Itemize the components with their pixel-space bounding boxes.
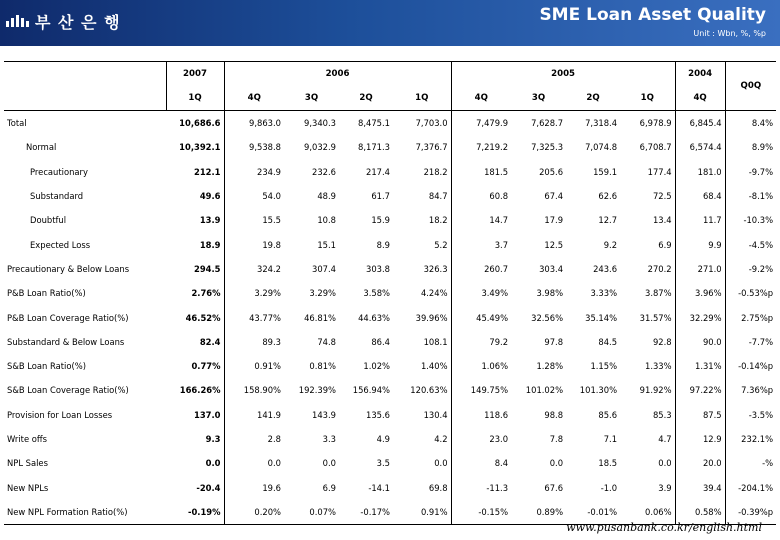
value-cell: 271.0 <box>697 263 722 274</box>
value-cell: 3.98% <box>536 288 564 299</box>
value-cell: 35.14% <box>585 312 618 323</box>
logo-text: 부 산 은 행 <box>35 12 121 32</box>
value-cell: 67.4 <box>544 191 564 202</box>
value-cell: 260.7 <box>484 263 509 274</box>
value-cell: 4.2 <box>393 427 451 451</box>
table-row <box>4 135 776 159</box>
bank-logo <box>6 8 121 34</box>
value-cell: 243.6 <box>593 263 618 274</box>
row-label: P&B Loan Ratio(%) <box>7 288 86 299</box>
qoq-cell: -0.53%p <box>725 281 776 305</box>
value-cell: 3.29% <box>254 288 281 299</box>
row-label: Total <box>7 118 27 129</box>
value-cell: 46.81% <box>304 312 336 323</box>
table-row <box>4 257 776 281</box>
value-cell: 3.5 <box>376 458 390 469</box>
value-cell: 159.1 <box>593 166 618 177</box>
value-cell: 181.0 <box>697 166 722 177</box>
value-cell: 79.2 <box>489 336 509 347</box>
value-cell: 10.8 <box>317 215 336 226</box>
value-cell: 0.20% <box>224 500 284 525</box>
value-cell: 85.3 <box>620 403 675 427</box>
value-cell: 7,318.4 <box>585 118 618 129</box>
value-cell: 39.96% <box>393 305 451 329</box>
value-cell: 1.06% <box>481 361 509 372</box>
value-cell: 166.26% <box>166 378 224 402</box>
value-cell: 85.6 <box>598 409 618 420</box>
value-cell: 97.22% <box>689 385 722 396</box>
value-cell: 82.4 <box>166 330 224 354</box>
value-cell: 97.8 <box>544 336 564 347</box>
value-cell: 307.4 <box>312 263 336 274</box>
value-cell: 234.9 <box>257 166 281 177</box>
table-row <box>4 330 776 354</box>
value-cell: 8.4 <box>494 458 509 469</box>
row-label: NPL Sales <box>7 458 48 469</box>
row-label: S&B Loan Coverage Ratio(%) <box>7 385 129 396</box>
row-label: Doubtful <box>30 215 67 226</box>
value-cell: 303.4 <box>539 263 564 274</box>
value-cell: -0.15% <box>451 500 511 525</box>
value-cell: 324.2 <box>257 263 281 274</box>
value-cell: 15.5 <box>262 215 281 226</box>
value-cell: 6,574.4 <box>689 142 722 153</box>
value-cell: 12.7 <box>598 215 618 226</box>
qoq-cell: -9.7% <box>725 160 776 184</box>
value-cell: 12.5 <box>544 239 564 250</box>
value-cell: 72.5 <box>620 184 675 208</box>
value-cell: 98.8 <box>544 409 564 420</box>
value-cell: 2.8 <box>267 434 281 444</box>
qoq-cell: -0.39%p <box>725 500 776 525</box>
qoq-cell: -% <box>725 451 776 475</box>
logo-mark-icon <box>6 15 29 27</box>
value-cell: 48.9 <box>317 191 336 202</box>
value-cell: 68.4 <box>702 191 722 202</box>
header-banner <box>0 0 780 46</box>
value-cell: 118.6 <box>484 409 509 420</box>
value-cell: -20.4 <box>166 475 224 499</box>
table-row <box>4 378 776 402</box>
table-row <box>4 184 776 208</box>
value-cell: 18.9 <box>166 232 224 256</box>
value-cell: 232.6 <box>312 166 336 177</box>
value-cell: 6.9 <box>322 482 336 493</box>
value-cell: 61.7 <box>371 191 390 202</box>
value-cell: 7,628.7 <box>531 118 564 129</box>
qoq-cell: -9.2% <box>725 257 776 281</box>
value-cell: 0.0 <box>166 451 224 475</box>
qoq-cell: 8.9% <box>725 135 776 159</box>
qoq-cell: -8.1% <box>725 184 776 208</box>
value-cell: 3.96% <box>694 288 722 299</box>
value-cell: 15.9 <box>371 215 390 226</box>
value-cell: 0.91% <box>393 500 451 525</box>
value-cell: 0.0 <box>322 458 336 469</box>
value-cell: 218.2 <box>393 160 451 184</box>
value-cell: 39.4 <box>702 482 722 493</box>
value-cell: 149.75% <box>470 385 509 396</box>
row-label: Precautionary <box>30 166 88 177</box>
value-cell: 0.07% <box>284 500 339 525</box>
value-cell: 43.77% <box>249 312 281 323</box>
year-header: 2004 <box>675 62 725 87</box>
value-cell: 44.63% <box>358 312 390 323</box>
table-row <box>4 475 776 499</box>
value-cell: 45.49% <box>476 312 509 323</box>
row-label: Normal <box>26 142 57 153</box>
value-cell: 1.33% <box>620 354 675 378</box>
page-title: SME Loan Asset Quality <box>539 5 766 25</box>
value-cell: 32.56% <box>531 312 564 323</box>
row-label: S&B Loan Ratio(%) <box>7 361 86 372</box>
value-cell: 86.4 <box>371 336 390 347</box>
value-cell: 6,708.7 <box>620 135 675 159</box>
value-cell: 6,978.9 <box>620 111 675 136</box>
value-cell: 7,219.2 <box>476 142 509 153</box>
value-cell: 89.3 <box>262 336 281 347</box>
quarter-header: 3Q <box>284 86 339 111</box>
value-cell: 108.1 <box>393 330 451 354</box>
value-cell: 7,376.7 <box>393 135 451 159</box>
value-cell: 303.8 <box>366 263 390 274</box>
value-cell: 101.02% <box>525 385 564 396</box>
table-row <box>4 451 776 475</box>
qoq-cell: -7.7% <box>725 330 776 354</box>
year-header: 2007 <box>166 62 224 87</box>
value-cell: 270.2 <box>620 257 675 281</box>
value-cell: 3.7 <box>494 239 509 250</box>
table-row <box>4 160 776 184</box>
value-cell: 0.0 <box>620 451 675 475</box>
unit-label: Unit : Wbn, %, %p <box>693 29 766 38</box>
value-cell: 294.5 <box>166 257 224 281</box>
value-cell: 54.0 <box>262 191 281 202</box>
value-cell: 10,686.6 <box>166 111 224 136</box>
value-cell: 7,074.8 <box>585 142 618 153</box>
loan-quality-table <box>4 61 776 525</box>
value-cell: 130.4 <box>393 403 451 427</box>
value-cell: 212.1 <box>166 160 224 184</box>
value-cell: 181.5 <box>484 166 509 177</box>
value-cell: 90.0 <box>702 336 722 347</box>
value-cell: 74.8 <box>317 336 336 347</box>
value-cell: 0.77% <box>166 354 224 378</box>
quarter-header: 4Q <box>451 86 511 111</box>
value-cell: 1.31% <box>694 361 722 372</box>
value-cell: 62.6 <box>598 191 618 202</box>
value-cell: -0.19% <box>166 500 224 525</box>
quarter-header: 4Q <box>675 86 725 111</box>
value-cell: 0.58% <box>675 500 725 525</box>
qoq-cell: 2.75%p <box>725 305 776 329</box>
value-cell: 17.9 <box>544 215 564 226</box>
value-cell: 3.29% <box>309 288 336 299</box>
value-cell: 156.94% <box>352 385 390 396</box>
quarter-header: 1Q <box>620 86 675 111</box>
value-cell: 137.0 <box>166 403 224 427</box>
value-cell: 4.9 <box>376 434 390 444</box>
qoq-cell: -204.1% <box>725 475 776 499</box>
value-cell: 49.6 <box>166 184 224 208</box>
value-cell: 18.5 <box>598 458 618 469</box>
value-cell: -0.17% <box>339 500 393 525</box>
value-cell: 4.24% <box>393 281 451 305</box>
value-cell: 7,325.3 <box>531 142 564 153</box>
quarter-header: 3Q <box>511 86 566 111</box>
value-cell: 141.9 <box>257 409 281 420</box>
qoq-cell: 7.36%p <box>725 378 776 402</box>
value-cell: 4.7 <box>620 427 675 451</box>
value-cell: 15.1 <box>317 239 336 250</box>
footer-url[interactable]: www.pusanbank.co.kr/english.html <box>566 521 762 534</box>
value-cell: 3.3 <box>322 434 336 444</box>
value-cell: 84.5 <box>598 336 618 347</box>
value-cell: 91.92% <box>620 378 675 402</box>
row-label: Provision for Loan Losses <box>7 409 113 420</box>
qoq-cell: -0.14%p <box>725 354 776 378</box>
value-cell: 0.0 <box>267 458 281 469</box>
value-cell: 120.63% <box>393 378 451 402</box>
value-cell: 87.5 <box>702 409 722 420</box>
value-cell: 158.90% <box>243 385 281 396</box>
quarter-header: 4Q <box>224 86 284 111</box>
value-cell: 7,479.9 <box>476 118 509 129</box>
value-cell: 5.2 <box>393 232 451 256</box>
value-cell: 3.87% <box>620 281 675 305</box>
value-cell: -11.3 <box>486 482 509 493</box>
row-label: P&B Loan Coverage Ratio(%) <box>7 312 129 323</box>
value-cell: 7.8 <box>549 434 564 444</box>
value-cell: 135.6 <box>366 409 390 420</box>
value-cell: 11.7 <box>702 215 722 226</box>
value-cell: 9.3 <box>166 427 224 451</box>
qoq-header: Q0Q <box>725 62 776 111</box>
row-label: Expected Loss <box>30 239 91 250</box>
table-row <box>4 208 776 232</box>
row-label: Substandard & Below Loans <box>7 336 125 347</box>
value-cell: 217.4 <box>366 166 390 177</box>
table-row <box>4 427 776 451</box>
value-cell: 32.29% <box>689 312 722 323</box>
value-cell: 9,538.8 <box>249 142 281 153</box>
row-label: New NPL Formation Ratio(%) <box>4 500 166 525</box>
value-cell: 6,845.4 <box>689 118 722 129</box>
value-cell: 19.8 <box>262 239 281 250</box>
value-cell: 3.9 <box>620 475 675 499</box>
value-cell: 8,171.3 <box>358 142 390 153</box>
value-cell: 9.2 <box>603 239 618 250</box>
quarter-header: 2Q <box>339 86 393 111</box>
value-cell: 1.02% <box>363 361 390 372</box>
table-row <box>4 403 776 427</box>
value-cell: 13.4 <box>620 208 675 232</box>
value-cell: 177.4 <box>620 160 675 184</box>
value-cell: 1.15% <box>590 361 618 372</box>
value-cell: -0.01% <box>566 500 620 525</box>
value-cell: -14.1 <box>368 482 390 493</box>
value-cell: 20.0 <box>702 458 722 469</box>
qoq-cell: 8.4% <box>725 111 776 136</box>
quarter-header: 1Q <box>393 86 451 111</box>
value-cell: 326.3 <box>393 257 451 281</box>
value-cell: 67.6 <box>544 482 564 493</box>
value-cell: 0.06% <box>620 500 675 525</box>
qoq-cell: 232.1% <box>725 427 776 451</box>
row-label: Precautionary & Below Loans <box>7 263 130 274</box>
value-cell: 60.8 <box>489 191 509 202</box>
value-cell: 205.6 <box>539 166 564 177</box>
quarter-header: 1Q <box>166 86 224 111</box>
value-cell: 13.9 <box>166 208 224 232</box>
value-cell: 3.58% <box>363 288 390 299</box>
row-label: New NPLs <box>7 482 49 493</box>
value-cell: 18.2 <box>393 208 451 232</box>
value-cell: 92.8 <box>620 330 675 354</box>
value-cell: 69.8 <box>393 475 451 499</box>
value-cell: 8.9 <box>376 239 390 250</box>
value-cell: 84.7 <box>393 184 451 208</box>
year-header: 2005 <box>451 62 675 87</box>
value-cell: 23.0 <box>489 434 509 444</box>
value-cell: 9,032.9 <box>304 142 336 153</box>
value-cell: 8,475.1 <box>358 118 390 129</box>
value-cell: 9.9 <box>708 239 722 250</box>
value-cell: 0.81% <box>309 361 336 372</box>
value-cell: 0.91% <box>254 361 281 372</box>
qoq-cell: -10.3% <box>725 208 776 232</box>
value-cell: 7.1 <box>603 434 618 444</box>
value-cell: 12.9 <box>702 434 722 444</box>
value-cell: 3.33% <box>590 288 618 299</box>
value-cell: 101.30% <box>579 385 618 396</box>
value-cell: 2.76% <box>166 281 224 305</box>
value-cell: 46.52% <box>166 305 224 329</box>
value-cell: 7,703.0 <box>393 111 451 136</box>
value-cell: 19.6 <box>262 482 281 493</box>
value-cell: 6.9 <box>620 232 675 256</box>
qoq-cell: -3.5% <box>725 403 776 427</box>
quarter-header: 2Q <box>566 86 620 111</box>
qoq-cell: -4.5% <box>725 232 776 256</box>
row-label: Write offs <box>7 434 48 444</box>
value-cell: 0.0 <box>549 458 564 469</box>
value-cell: 0.0 <box>393 451 451 475</box>
value-cell: 192.39% <box>298 385 336 396</box>
value-cell: 143.9 <box>312 409 336 420</box>
value-cell: 9,340.3 <box>304 118 336 129</box>
value-cell: 1.28% <box>536 361 564 372</box>
row-label: Substandard <box>30 191 84 202</box>
year-header: 2006 <box>224 62 451 87</box>
table-row <box>4 232 776 256</box>
value-cell: 3.49% <box>481 288 509 299</box>
value-cell: 14.7 <box>489 215 509 226</box>
table-row <box>4 354 776 378</box>
value-cell: 10,392.1 <box>166 135 224 159</box>
value-cell: 31.57% <box>620 305 675 329</box>
table-row <box>4 281 776 305</box>
value-cell: -1.0 <box>600 482 618 493</box>
value-cell: 0.89% <box>511 500 566 525</box>
value-cell: 1.40% <box>393 354 451 378</box>
table-row <box>4 305 776 329</box>
table-row <box>4 111 776 136</box>
row-label-header <box>4 62 166 111</box>
value-cell: 9,863.0 <box>249 118 281 129</box>
